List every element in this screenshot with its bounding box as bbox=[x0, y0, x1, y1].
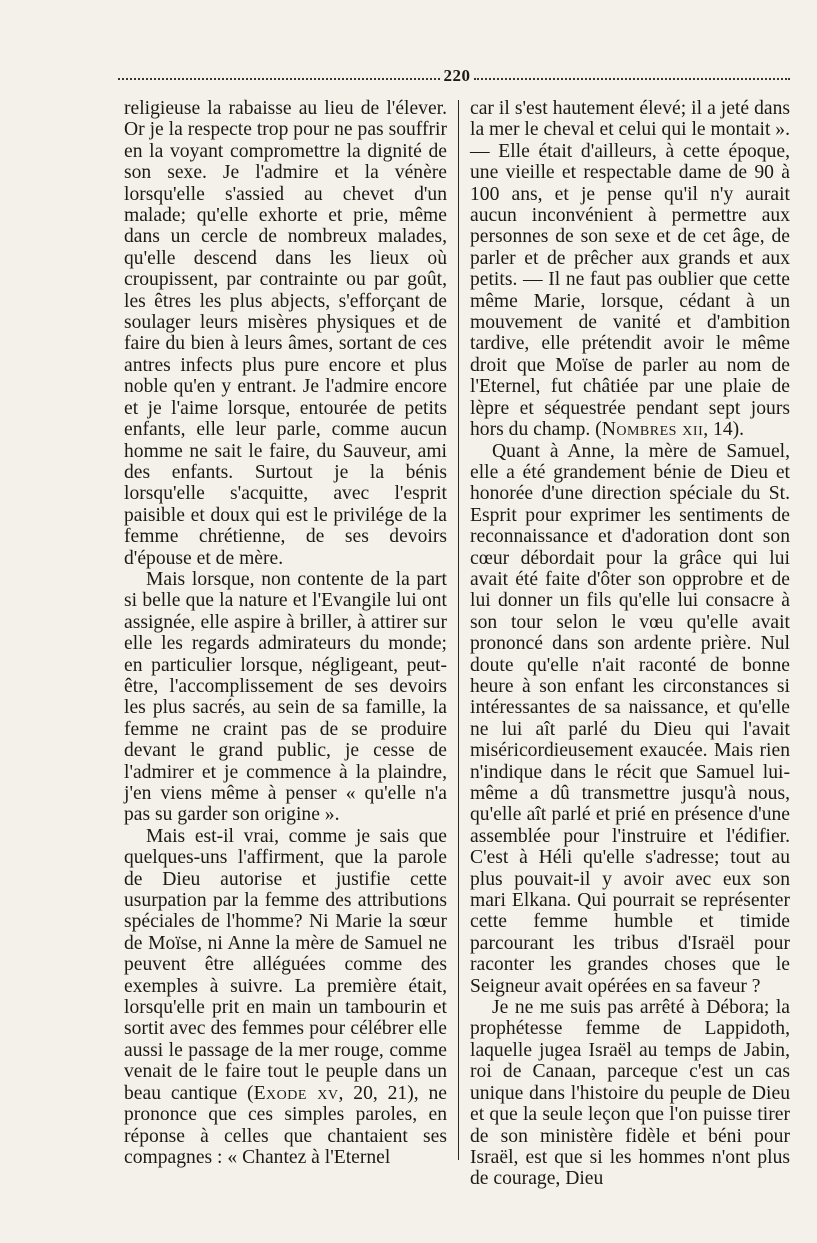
page-number: 220 bbox=[443, 66, 471, 85]
right-column bbox=[470, 98, 790, 1190]
left-paragraph-2: Mais lorsque, non contente de la part si belle que la nature et l'Evangile lui ont assignée, elle aspire à briller, à attirer sur elle les regards admirateurs du monde; en particulier lorsque, négligeant, peut-être, l'accomplissement de ses devoirs les plus sacrés, au sein de sa famille, la femme ne craint pas de se produire devant le grand public, je cesse de l'admirer et je commence à la plaindre, j'en viens même à penser « qu'elle n'a pas su garder son origine ». bbox=[124, 568, 447, 826]
left-column bbox=[124, 98, 447, 1168]
scripture-reference-exode: Exode xv bbox=[253, 1082, 339, 1104]
right-paragraph-1 bbox=[470, 98, 790, 441]
left-paragraph-3-text-b: , 20, 21), ne prononce que ces simples paroles, en réponse à celles que chantaient ses compagnes : « Chantez à l'Eternel bbox=[124, 1082, 447, 1168]
header-rule-right bbox=[474, 78, 790, 80]
right-paragraph-2: Quant à Anne, la mère de Samuel, elle a été grandement bénie de Dieu et honorée d'une direction spéciale du St. Esprit pour exprimer les sentiments de reconnaissance et d'adoration dont son cœur débordait pour la grâce qui lui avait été faite d'ôter son opprobre et de lui donner un fils qu'elle lui consacre à son tour selon le vœu qu'elle avait prononcé dans son ardente prière. Nul doute qu'elle n'ait raconté de bonne heure à son enfant les circonstances si intéressantes de sa naissance, et qu'elle ne lui aît parlé du Dieu qui l'avait miséricordieusement exaucée. Mais rien n'indique dans le récit que Samuel lui-même a dû transmettre jusqu'à nous, qu'elle aît parlé et prié en présence d'une assemblée pour l'instruire et l'édifier. C'est à Héli qu'elle s'adresse; tout au plus pouvait-il y avoir avec eux son mari Elkana. Qui pourrait se représenter cette femme humble et timide parcourant les tribus d'Israël pour raconter les grandes choses que le Seigneur avait opérées en sa faveur ? bbox=[470, 440, 790, 997]
left-paragraph-1: religieuse la rabaisse au lieu de l'élever. Or je la respecte trop pour ne pas souffrir en la voyant compromettre la dignité de son sexe. Je l'admire et la vénère lorsqu'elle s'assied au chevet d'un malade; qu'elle exhorte et prie, même dans un cercle de nombreux malades, qu'elle descend dans les lieux où croupissent, par contrainte ou par goût, les êtres les plus abjects, s'efforçant de soulager leurs misères physiques et de faire du bien à leurs âmes, sortant de ces antres infects plus pure encore et plus noble qu'en y entrant. Je l'admire encore et je l'aime lorsque, entourée de petits enfants, elle leur parle, comme aucun homme ne sait le faire, du Sauveur, ami des enfants. Surtout je la bénis lorsqu'elle s'acquitte, avec l'esprit paisible et doux qui est le privilége de la femme chrétienne, de ses devoirs d'épouse et de mère. bbox=[124, 98, 447, 569]
column-divider bbox=[458, 100, 459, 1160]
right-paragraph-1-text-a: car il s'est hautement élevé; il a jeté dans la mer le cheval et celui qui le montait ». — Elle était d'ailleurs, à cette époque, une vieille et respectable dame de 90 à 100 ans, et je pense qu'il n'y aurait aucun inconvénient à permettre aux personnes de son sexe et de cet âge, de parler et de prêcher aux grands et aux petits. — Il ne faut pas oublier que cette même Marie, lorsque, cédant à un mouvement de vanité et d'ambition tardive, elle prétendit avoir le même droit que Moïse de parler au nom de l'Eternel, fut châtiée par une plaie de lèpre et séquestrée pendant sept jours hors du champ. ( bbox=[470, 98, 790, 441]
page-header bbox=[118, 66, 790, 86]
scripture-reference-nombres: Nombres xii bbox=[601, 419, 704, 441]
right-paragraph-3: Je ne me suis pas arrêté à Débora; la prophétesse femme de Lappidoth, laquelle jugea Israël au temps de Jabin, roi de Canaan, parceque c'est un cas unique dans l'histoire du peuple de Dieu et que la seule leçon que l'on puisse tirer de son ministère fidèle et béni pour Israël, est que si les hommes n'ont plus de courage, Dieu bbox=[470, 997, 790, 1190]
right-paragraph-1-text-b: , 14). bbox=[703, 419, 745, 441]
left-paragraph-3 bbox=[124, 826, 447, 1169]
left-paragraph-3-text-a: Mais est-il vrai, comme je sais que quelques-uns l'affirment, que la parole de Dieu autorise et justifie cette usurpation par la femme des attributions spéciales de l'homme? Ni Marie la sœur de Moïse, ni Anne la mère de Samuel ne peuvent être alléguées comme des exemples à suivre. La première était, lorsqu'elle prit en main un tambourin et sortit avec des femmes pour célébrer elle aussi le passage de la mer rouge, comme venait de le faire tout le peuple dans un beau cantique ( bbox=[124, 825, 447, 1104]
header-rule-left bbox=[118, 78, 440, 80]
